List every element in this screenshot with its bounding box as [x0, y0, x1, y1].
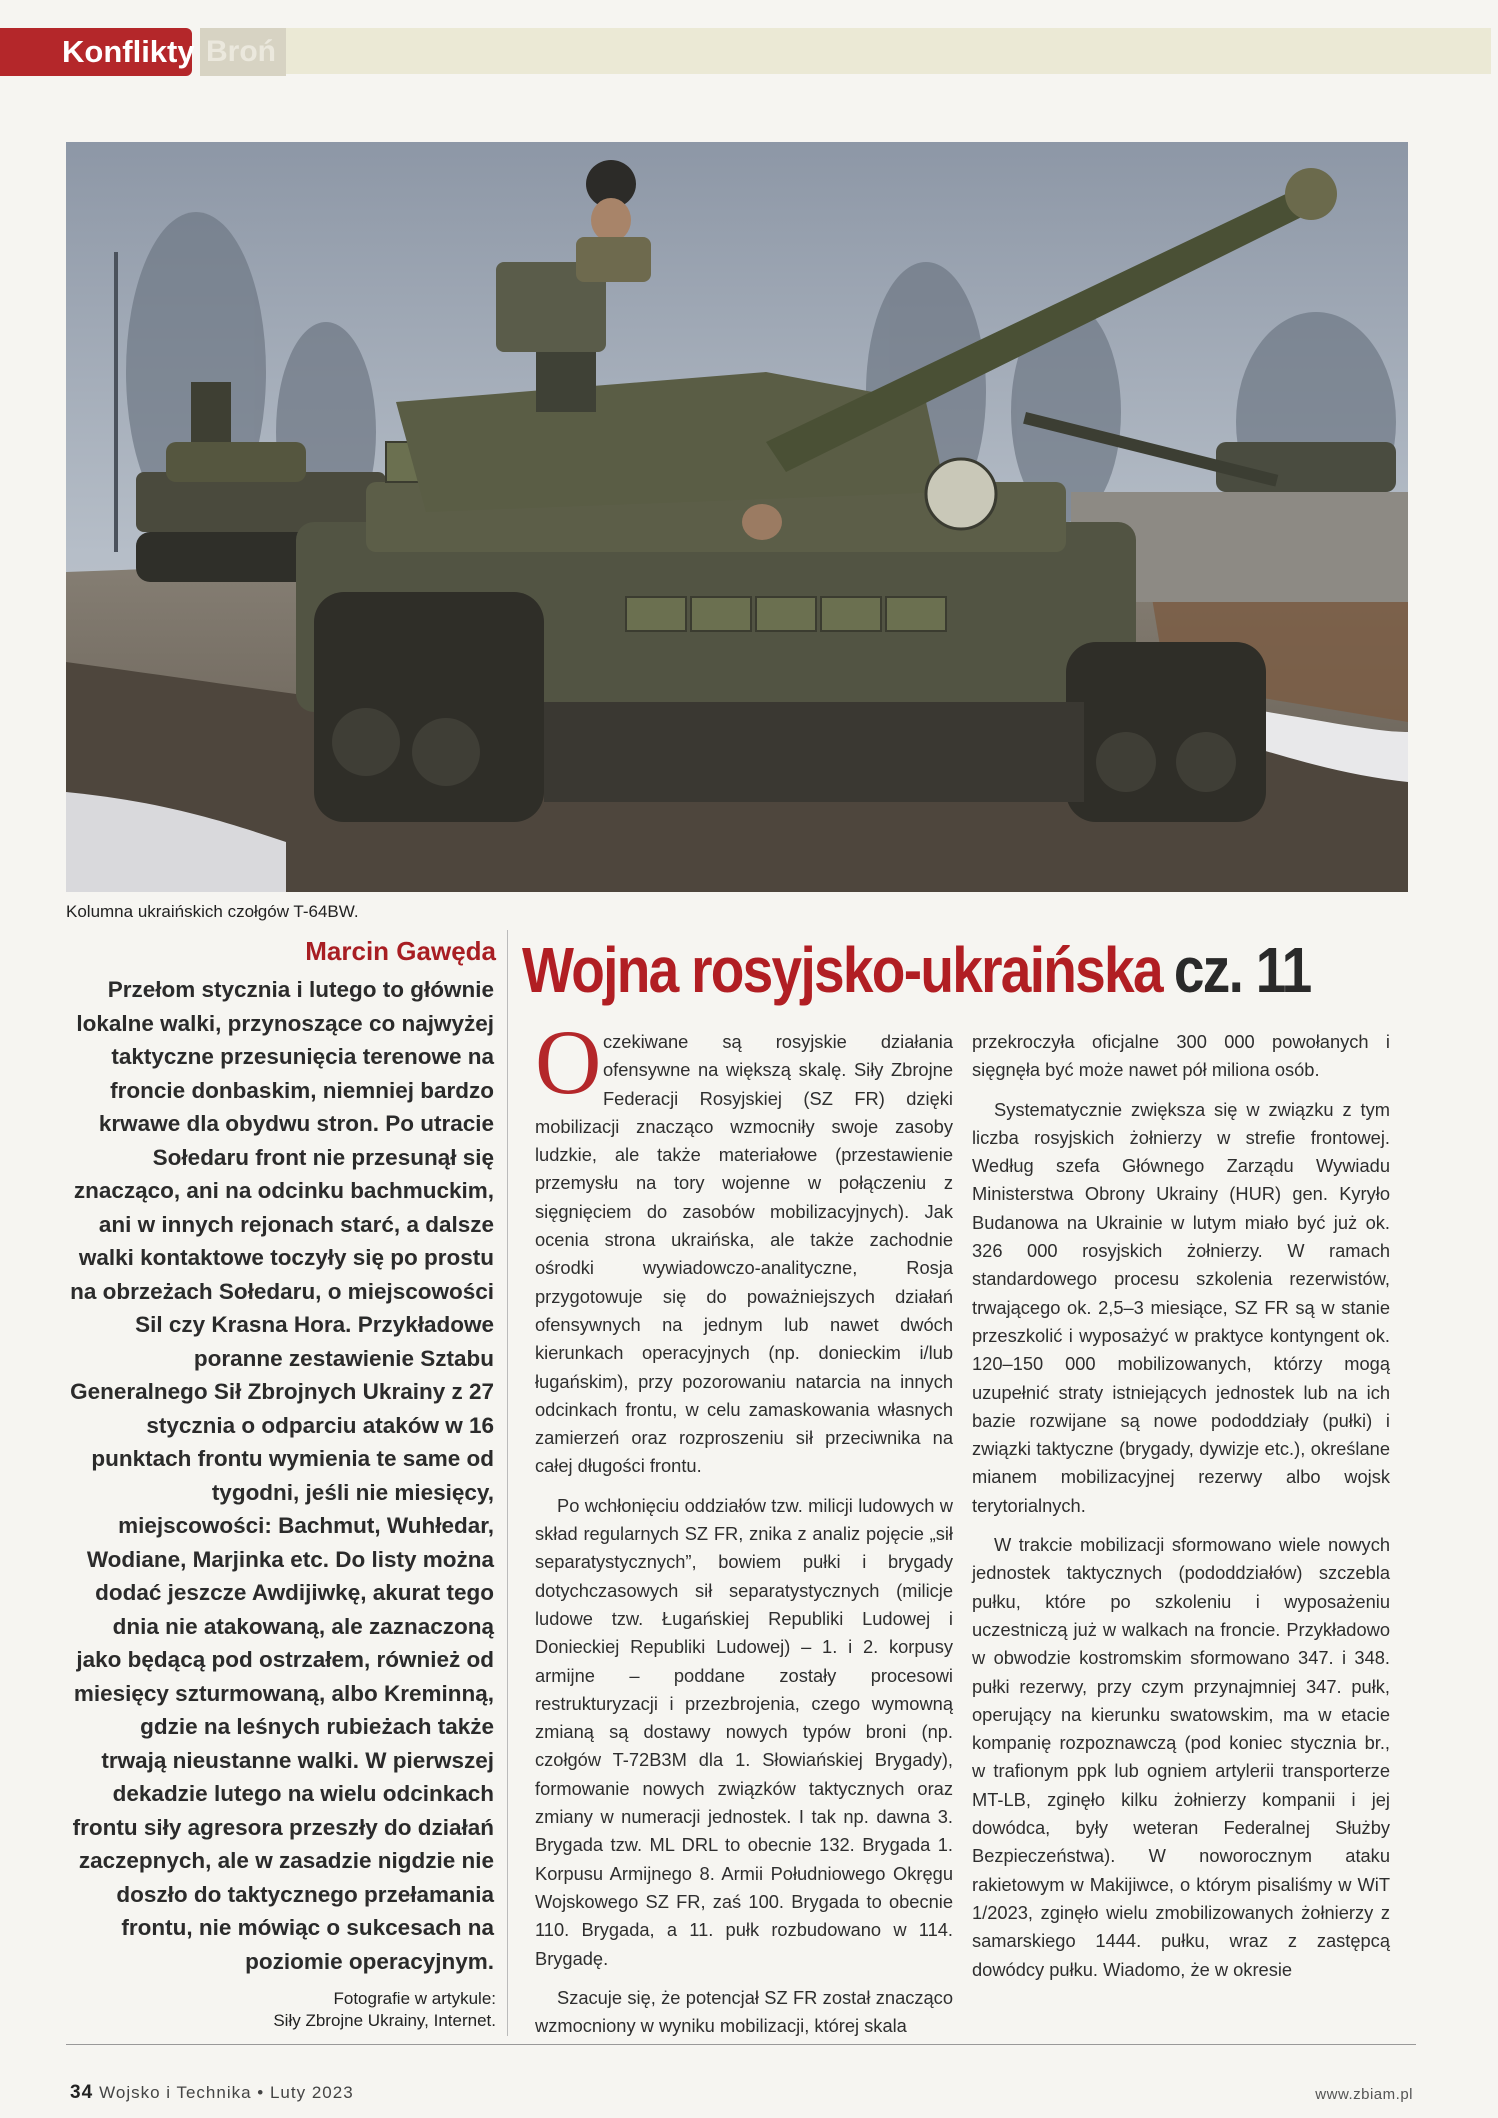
- lead-column: [70, 930, 500, 1978]
- footer-url[interactable]: www.zbiam.pl: [1315, 2086, 1413, 2103]
- drop-cap: O: [535, 1011, 602, 1113]
- magazine-issue: Wojsko i Technika • Luty 2023: [99, 2083, 354, 2102]
- photo-credits: [160, 1988, 496, 2032]
- column-divider: [507, 930, 508, 2036]
- photo-caption: Kolumna ukraińskich czołgów T-64BW.: [66, 902, 359, 921]
- photo-credits-line1: Fotografie w artykule:: [333, 1989, 496, 2008]
- body-column-1: [535, 1011, 953, 2051]
- body-paragraph: Szacuje się, że potencjał SZ FR został znacząco wzmocniony w wyniku mobilizacji, której skala: [535, 1986, 953, 2037]
- body-paragraph: przekroczyła oficjalne 300 000 powołanych i sięgnęła być może nawet pół miliona osób.: [972, 1031, 1390, 1081]
- body-paragraph: W trakcie mobilizacji sformowano wiele nowych jednostek taktycznych (pododdziałów) szczebla pułku, które po szkoleniu i wyposażeniu uczestniczą już w walkach na froncie. Przykładowo w obwodzie kostromskim sformowano 347. i 348. pułki rezerwy, przy czym przynajmniej 347. pułk, operujący na kierunku swatowskim, ma w etacie kompanię rozpoznawczą (pod koniec stycznia br., w trafionym ppk lub ogniem artylerii transporterze MT-LB, zginęło kilku żołnierzy kompanii i jej dowódca, były weteran Federalnej Służby Bezpieczeństwa). W noworocznym ataku rakietowym w Makijiwce, o którym pisaliśmy w WiT 1/2023, zginęło wielu zmobilizowanych żołnierzy z samarskiego 1444. pułku, wraz z zastępcą dowódcy pułku. Wiadomo, że w okresie: [972, 1534, 1390, 1980]
- author: Marcin Gawęda: [305, 936, 496, 966]
- lead-text: Przełom stycznia i lutego to głównie lokalne walki, przynoszące co najwyżej taktyczne przesunięcia terenowe na froncie donbaskim, niemniej bardzo krwawe dla obydwu stron. Po utracie Sołedaru front nie przesunął się znacząco, ani na odcinku bachmuckim, ani w innych rejonach starć, a dalsze walki kontaktowe toczyły się po prostu na obrzeżach Sołedaru, o miejscowości Sil czy Krasna Hora. Przykładowe poranne zestawienie Sztabu Generalnego Sił Zbrojnych Ukrainy z 27 stycznia o odparciu ataków w 16 punktach frontu wymienia te same od tygodni, jeśli nie miesięcy, miejscowości: Bachmut, Wuhłedar, Wodiane, Marjinka etc. Do listy można dodać jeszcze Awdijiwkę, akurat tego dnia nie atakowaną, ale zaznaczoną jako będącą pod ostrzałem, również od miesięcy szturmowaną, albo Kreminną, gdzie na leśnych rubieżach także trwają nieustanne walki. W pierwszej dekadzie lutego na wielu odcinkach frontu siły agresora przeszły do działań zaczepnych, ale w zasadzie nigdzie nie doszło do taktycznego przełamania frontu, nie mówiąc o sukcesach na poziomie operacyjnym.: [70, 977, 494, 1974]
- body-paragraph: Po wchłonięciu oddziałów tzw. milicji ludowych w skład regularnych SZ FR, znika z analiz pojęcie „sił separatystycznych”, bowiem pułki i brygady dotychczasowych sił separatystycznych (milicje ludowe tzw. Ługańskiej Republiki Ludowej i Donieckiej Republiki Ludowej) – 1. i 2. korpusy armijne – poddane zostały procesowi restrukturyzacji i przezbrojenia, czego wymowną zmianą są dostawy nowych typów broni (np. czołgów T-72B3M dla 1. Słowiańskiej Brygady), formowanie nowych związków taktycznych oraz zmiany w numeracji jednostek. I tak np. dawna 3. Brygada tzw. ML DRL to obecnie 132. Brygada 1. Korpusu Armijnego 8. Armii Południowego Okręgu Wojskowego SZ FR, zaś 100. Brygada to obecnie 110. Brygada, a 11. pułk rozbudowano w 114. Brygadę.: [535, 1494, 953, 1969]
- body-paragraph: [535, 1011, 953, 1481]
- footer-rule: [66, 2044, 1416, 2045]
- footer-folio: [70, 2082, 354, 2104]
- header-band: [286, 28, 1491, 74]
- body-paragraph-text: czekiwane są rosyjskie działania ofensywne na większą skalę. Siły Zbrojne Federacji Rosyjskiej (SZ FR) dzięki mobilizacji znacząco wzmocniły swoje zasoby ludzkie, ale także materiałowe (przestawienie przemysłu na tory wojenne w połączeniu z sięgnięciem do zasobów mobilizacyjnych). Jak ocenia strona ukraińska, ale także zachodnie ośrodki wywiadowczo-analityczne, Rosja przygotowuje się do poważniejszych działań ofensywnych na jednym lub nawet dwóch kierunkach operacyjnych (np. donieckim i/lub ługańskim), przy pozorowaniu natarcia na innych odcinkach frontu, w celu zamaskowania własnych zamierzeń oraz rozproszeniu sił przeciwnika na całej długości frontu.: [535, 1031, 953, 1477]
- photo-credits-line2: Siły Zbrojne Ukrainy, Internet.: [273, 2011, 496, 2030]
- body-column-2: [972, 1028, 1390, 1995]
- section-tag-ghost: Broń: [200, 28, 286, 76]
- page-number: 34: [70, 2082, 94, 2103]
- section-tag: Konflikty: [0, 28, 192, 76]
- article-title-main: Wojna rosyjsko-ukraińska: [522, 934, 1162, 1006]
- article-title-part: cz. 11: [1173, 934, 1311, 1006]
- article-title: [522, 932, 1311, 1008]
- tank-photo: [66, 142, 1408, 892]
- body-paragraph: Systematycznie zwiększa się w związku z tym liczba rosyjskich żołnierzy w strefie frontowej. Według szefa Głównego Zarządu Wywiadu Ministerstwa Obrony Ukrainy (HUR) gen. Kyryło Budanowa na Ukrainie w lutym miało być już ok. 326 000 rosyjskich żołnierzy. W ramach standardowego procesu szkolenia rezerwistów, trwającego ok. 2,5–3 miesiące, SZ FR są w stanie przeszkolić i wyposażyć w praktyce kontyngent ok. 120–150 000 mobilizowanych, którzy mogą uzupełnić straty istniejących jednostek lub na ich bazie rozwijane są nowe pododdziały (pułki) i związki taktyczne (brygady, dywizje etc.), określane mianem mobilizacyjnej rezerwy albo wojsk terytorialnych.: [972, 1098, 1390, 1516]
